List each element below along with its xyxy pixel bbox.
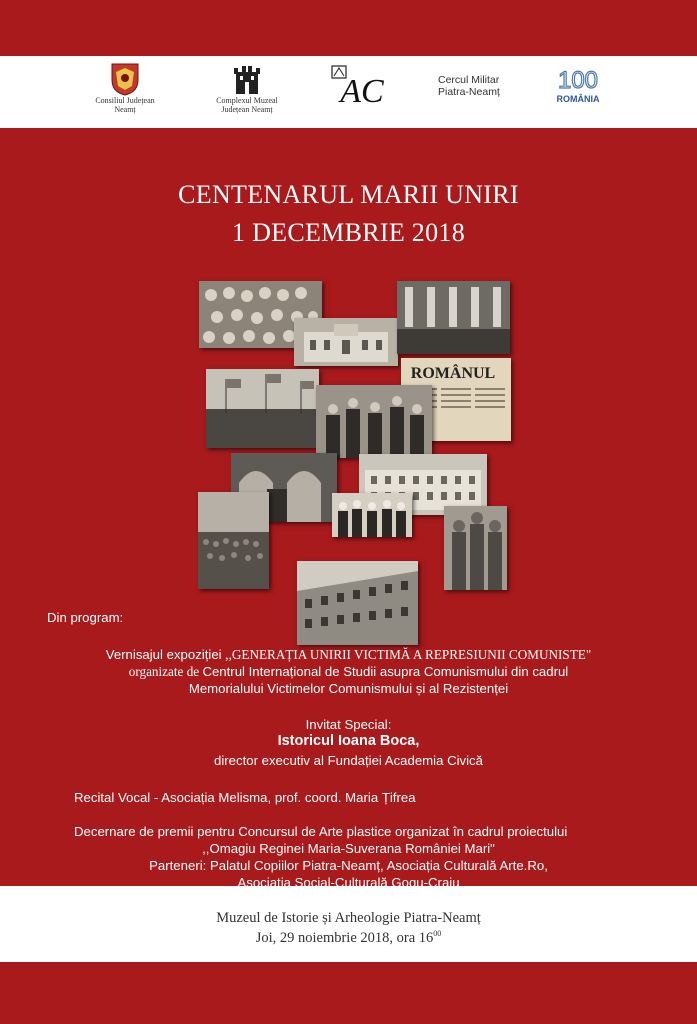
- logo-consiliul-judetean: [90, 62, 160, 114]
- poster-date: 1 DECEMBRIE 2018: [231, 218, 466, 247]
- organizer-name: Centrul Internațional de Studii asupra Comunismului din cadrul: [202, 664, 569, 679]
- logo-ac: [330, 62, 390, 112]
- collage-photo-group-portrait: [332, 493, 412, 537]
- coat-of-arms-icon: [110, 62, 140, 96]
- cercul-line-1: Cercul Militar: [438, 74, 500, 86]
- collage-photo-hall-assembly: [397, 281, 510, 354]
- collage-photo-prison: [297, 561, 418, 645]
- centenar-word: ROMÂNIA: [556, 94, 600, 104]
- vernisaj-line-3: Memorialului Victimelor Comunismului și al Rezistenței: [188, 681, 509, 696]
- logo-caption-1: Consiliul Județean: [95, 96, 155, 105]
- logo-caption-1: Complexul Muzeal: [216, 96, 278, 105]
- logos-strip: [0, 56, 697, 128]
- guest-role: director executiv al Fundației Academia Civică: [213, 753, 483, 768]
- ac-monogram-text: AC: [340, 73, 384, 110]
- newspaper-title: ROMÂNUL: [410, 365, 496, 382]
- award-line-4: Asociația Social-Culturală Gogu-Craiu: [237, 875, 460, 890]
- collage-photo-statues: [444, 506, 507, 590]
- organizer-intro: organizate de: [128, 664, 203, 679]
- centenar-number: 100: [557, 67, 599, 94]
- guest-label: Invitat Special:: [305, 717, 392, 732]
- award-line-2: ,,Omagiu Reginei Maria-Suverana României Mari": [202, 841, 495, 856]
- logo-caption-2: Județean Neamț: [221, 105, 273, 114]
- venue-name: Muzeul de Istorie și Arheologie Piatra-Neamț: [216, 910, 481, 926]
- award-line-3: Parteneri: Palatul Copiilor Piatra-Neamț, Asociația Culturală Arte.Ro,: [149, 858, 548, 873]
- exhibition-title: ,,GENERAȚIA UNIRII VICTIMĂ A REPRESIUNII COMUNISTE": [225, 647, 592, 662]
- collage-photo-crowd-flags: [206, 369, 319, 448]
- recital-line: Recital Vocal - Asociația Melisma, prof. coord. Maria Țifrea: [74, 790, 416, 805]
- award-line-1: Decernare de premii pentru Concursul de Arte plastice organizat în cadrul proiectului: [74, 824, 568, 839]
- vernisaj-line-2: [0, 663, 697, 680]
- logo-cercul-militar: [438, 74, 528, 98]
- centenar-100-icon: [548, 64, 608, 94]
- collage-photo-crowd-square: [198, 492, 269, 589]
- logo-complexul-muzeal: [207, 62, 287, 114]
- program-heading: Din program:: [47, 610, 124, 625]
- castle-tower-icon: [230, 62, 264, 96]
- venue-date-text: Joi, 29 noiembrie 2018, ora 16: [255, 929, 434, 946]
- vernisaj-line-1: [0, 646, 697, 663]
- cercul-line-2: Piatra-Neamț: [438, 86, 500, 98]
- top-red-band: [0, 0, 697, 56]
- venue-time-minutes: 00: [433, 929, 442, 938]
- poster-title: CENTENARUL MARII UNIRI: [178, 180, 519, 209]
- logo-caption-2: Neamț: [114, 105, 136, 114]
- bottom-red-band: [0, 962, 697, 1024]
- logo-centenar: [548, 64, 608, 104]
- vernisaj-intro: Vernisajul expoziției: [105, 647, 226, 662]
- guest-name: Istoricul Ioana Boca,: [277, 733, 420, 749]
- ac-monogram-icon: [330, 62, 390, 112]
- collage-photo-palace: [294, 318, 398, 366]
- collage-photo-officials: [316, 385, 432, 458]
- venue-date: [0, 929, 697, 947]
